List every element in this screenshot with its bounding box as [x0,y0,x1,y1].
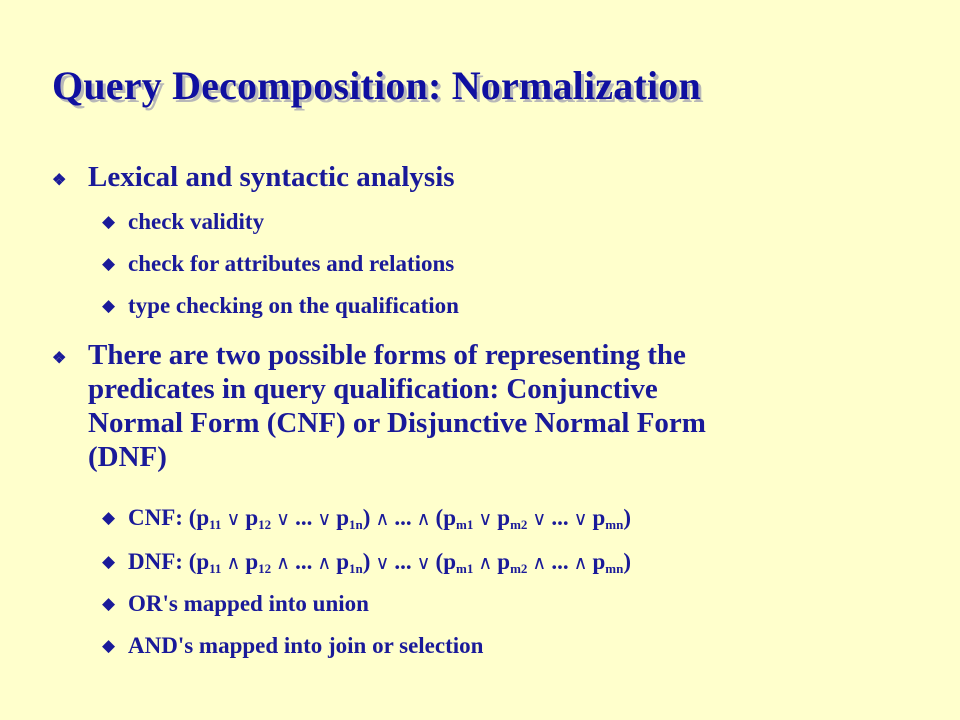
formula-part: p [497,549,511,574]
bullet-line: There are two possible forms of representing the [88,339,686,371]
bullet-line: Normal Form (CNF) or Disjunctive Normal Form [88,407,706,439]
formula-part: ... [394,549,412,574]
diamond-bullet-icon: ◆ [102,296,116,315]
formula-part: (p [188,505,210,530]
formula-part: (p [435,505,456,530]
formula-sub: 11 [209,517,222,532]
sub-bullet-type-checking [102,292,459,320]
formula-sub: 1n [349,517,363,532]
formula-sub: 1n [349,561,363,576]
and-operator: ∧ [375,508,390,530]
formula-part: ... [551,505,569,530]
diamond-bullet-icon: ◆ [102,212,116,231]
four-diamond-bullet-icon: ❖ [52,172,67,189]
sub-bullet-cnf [102,504,632,539]
diamond-bullet-icon: ◆ [102,552,116,571]
sub-bullet-check-validity [102,208,265,236]
dnf-label: DNF: [128,549,183,574]
bullet-normal-forms [52,338,888,474]
and-operator: ∧ [276,552,291,574]
sub-bullet-text: check validity [128,209,265,234]
formula-part: p [336,505,350,530]
formula-sub: m2 [510,517,528,532]
and-operator: ∧ [317,552,332,574]
formula-part: ) [362,549,371,574]
and-operator: ∧ [478,552,493,574]
sub-bullet-text: check for attributes and relations [128,251,455,276]
or-operator: ∨ [573,508,588,530]
bullet-line: (DNF) [88,441,167,473]
sub-bullet-check-attributes [102,250,455,278]
formula-part: (p [435,549,456,574]
formula-part: p [336,549,350,574]
formula-part: p [497,505,511,530]
bullet-line: predicates in query qualification: Conjunctive [88,373,658,405]
or-operator: ∨ [375,552,390,574]
or-operator: ∨ [532,508,547,530]
or-operator: ∨ [276,508,291,530]
formula-sub: mn [605,517,624,532]
formula-part: p [245,505,259,530]
sub-bullet-and-join [102,632,484,660]
slide-title: Query Decomposition: Normalization [52,63,701,108]
bullet-text: Lexical and syntactic analysis [88,161,455,193]
formula-sub: 12 [258,561,272,576]
sub-bullet-text: OR's mapped into union [128,591,369,616]
or-operator: ∨ [416,552,431,574]
formula-part: ) [623,505,632,530]
formula-sub: 12 [258,517,272,532]
formula-part: (p [188,549,210,574]
and-operator: ∧ [226,552,241,574]
formula-part: p [592,505,606,530]
sub-bullet-text: AND's mapped into join or selection [128,633,484,658]
formula-part: ... [394,505,412,530]
bullet-lexical-analysis [52,160,888,194]
diamond-bullet-icon: ◆ [102,594,116,613]
and-operator: ∧ [573,552,588,574]
formula-part: ) [623,549,632,574]
formula-sub: 11 [209,561,222,576]
and-operator: ∧ [532,552,547,574]
formula-sub: m1 [456,561,474,576]
or-operator: ∨ [478,508,493,530]
cnf-label: CNF: [128,505,183,530]
four-diamond-bullet-icon: ❖ [52,350,67,367]
sub-bullet-text: type checking on the qualification [128,293,459,318]
sub-bullet-or-union [102,590,369,618]
formula-part: ... [295,549,313,574]
and-operator: ∧ [416,508,431,530]
or-operator: ∨ [226,508,241,530]
or-operator: ∨ [317,508,332,530]
formula-part: ... [551,549,569,574]
formula-sub: m1 [456,517,474,532]
formula-part: p [592,549,606,574]
diamond-bullet-icon: ◆ [102,636,116,655]
formula-part: p [245,549,259,574]
formula-part: ) [362,505,371,530]
formula-sub: m2 [510,561,528,576]
diamond-bullet-icon: ◆ [102,508,116,527]
formula-sub: mn [605,561,624,576]
sub-bullet-dnf [102,548,632,583]
formula-part: ... [295,505,313,530]
diamond-bullet-icon: ◆ [102,254,116,273]
